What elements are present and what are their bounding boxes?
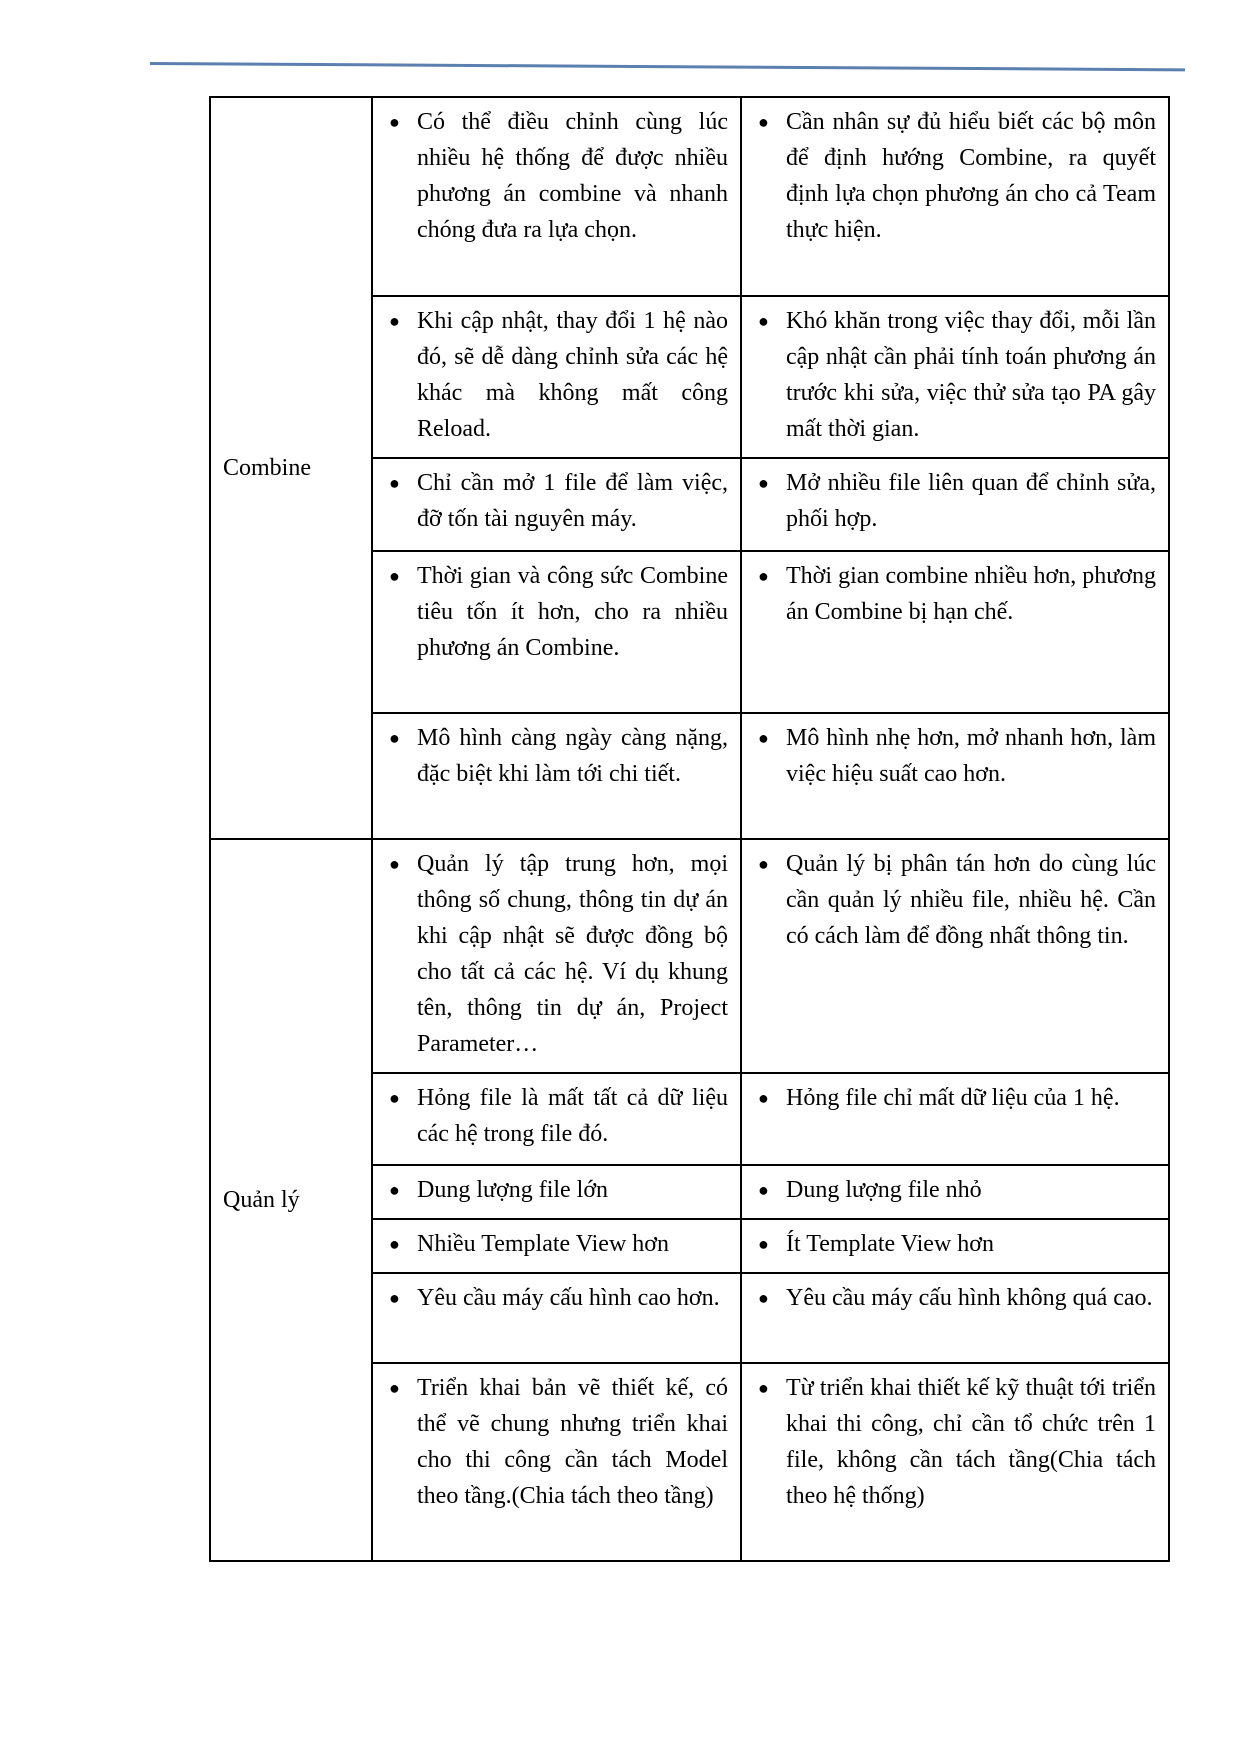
con-text: Quản lý bị phân tán hơn do cùng lúc cần quản lý nhiều file, nhiều hệ. Cần có cách làm để đồng nhất thông tin.: [786, 851, 1156, 949]
bullet-icon: ●: [389, 1234, 400, 1254]
category-label: Combine: [223, 454, 311, 481]
bullet-icon: ●: [758, 1180, 769, 1200]
con-cell: [741, 296, 1169, 458]
bullet-icon: ●: [758, 1288, 769, 1308]
pro-cell: [372, 551, 741, 713]
con-text: Khó khăn trong việc thay đổi, mỗi lần cập nhật cần phải tính toán phương án trước khi sửa, việc thử sửa tạo PA gây mất thời gian.: [786, 308, 1156, 442]
pro-text: Hỏng file là mất tất cả dữ liệu các hệ trong file đó.: [417, 1085, 728, 1147]
bullet-icon: ●: [758, 854, 769, 874]
bullet-icon: ●: [389, 1180, 400, 1200]
bullet-icon: ●: [758, 1378, 769, 1398]
bullet-icon: ●: [389, 1088, 400, 1108]
con-cell: [741, 1219, 1169, 1273]
header-rule: [150, 62, 1185, 71]
bullet-icon: ●: [389, 311, 400, 331]
pro-text: Nhiều Template View hơn: [417, 1231, 669, 1257]
table-row: [210, 97, 1169, 296]
comparison-table: [209, 96, 1170, 1562]
pro-cell: [372, 713, 741, 839]
table-row: [210, 839, 1169, 1073]
pro-text: Triển khai bản vẽ thiết kế, có thể vẽ chung nhưng triển khai cho thi công cần tách Model theo tầng.(Chia tách theo tầng): [417, 1375, 728, 1509]
con-cell: [741, 551, 1169, 713]
con-text: Mô hình nhẹ hơn, mở nhanh hơn, làm việc hiệu suất cao hơn.: [786, 725, 1156, 787]
pro-cell: [372, 1363, 741, 1561]
con-text: Dung lượng file nhỏ: [786, 1177, 982, 1203]
con-cell: [741, 713, 1169, 839]
con-text: Cần nhân sự đủ hiểu biết các bộ môn để định hướng Combine, ra quyết định lựa chọn phương án cho cả Team thực hiện.: [786, 109, 1156, 243]
bullet-icon: ●: [758, 112, 769, 132]
category-label: Quản lý: [223, 1186, 300, 1213]
con-cell: [741, 1273, 1169, 1363]
pro-text: Dung lượng file lớn: [417, 1177, 609, 1203]
bullet-icon: ●: [758, 1234, 769, 1254]
pro-cell: [372, 1073, 741, 1165]
con-text: Mở nhiều file liên quan để chỉnh sửa, phối hợp.: [786, 470, 1156, 532]
con-text: Ít Template View hơn: [786, 1231, 994, 1257]
pro-cell: [372, 839, 741, 1073]
bullet-icon: ●: [758, 473, 769, 493]
con-text: Hỏng file chỉ mất dữ liệu của 1 hệ.: [786, 1085, 1120, 1111]
con-text: Thời gian combine nhiều hơn, phương án Combine bị hạn chế.: [786, 563, 1156, 625]
pro-text: Khi cập nhật, thay đổi 1 hệ nào đó, sẽ dễ dàng chỉnh sửa các hệ khác mà không mất công Reload.: [417, 308, 728, 442]
bullet-icon: ●: [758, 566, 769, 586]
bullet-icon: ●: [389, 112, 400, 132]
bullet-icon: ●: [758, 1088, 769, 1108]
category-cell-quan-ly: [210, 839, 372, 1561]
pro-text: Thời gian và công sức Combine tiêu tốn ít hơn, cho ra nhiều phương án Combine.: [417, 563, 728, 661]
bullet-icon: ●: [389, 1378, 400, 1398]
pro-cell: [372, 458, 741, 551]
pro-cell: [372, 296, 741, 458]
bullet-icon: ●: [758, 728, 769, 748]
bullet-icon: ●: [758, 311, 769, 331]
con-cell: [741, 458, 1169, 551]
category-cell-combine: [210, 97, 372, 839]
pro-text: Chỉ cần mở 1 file để làm việc, đỡ tốn tài nguyên máy.: [417, 470, 728, 532]
con-cell: [741, 1165, 1169, 1219]
pro-cell: [372, 97, 741, 296]
con-text: Yêu cầu máy cấu hình không quá cao.: [786, 1285, 1153, 1311]
pro-text: Quản lý tập trung hơn, mọi thông số chung, thông tin dự án khi cập nhật sẽ được đồng bộ cho tất cả các hệ. Ví dụ khung tên, thông tin dự án, Project Parameter…: [417, 851, 728, 1057]
pro-text: Mô hình càng ngày càng nặng, đặc biệt khi làm tới chi tiết.: [417, 725, 728, 787]
bullet-icon: ●: [389, 728, 400, 748]
con-cell: [741, 1073, 1169, 1165]
pro-cell: [372, 1219, 741, 1273]
pro-text: Có thể điều chỉnh cùng lúc nhiều hệ thống để được nhiều phương án combine và nhanh chóng đưa ra lựa chọn.: [417, 109, 728, 243]
con-text: Từ triển khai thiết kế kỹ thuật tới triển khai thi công, chỉ cần tổ chức trên 1 file, không cần tách tầng(Chia tách theo hệ thống): [786, 1375, 1156, 1509]
bullet-icon: ●: [389, 1288, 400, 1308]
bullet-icon: ●: [389, 473, 400, 493]
pro-cell: [372, 1273, 741, 1363]
con-cell: [741, 839, 1169, 1073]
con-cell: [741, 97, 1169, 296]
con-cell: [741, 1363, 1169, 1561]
bullet-icon: ●: [389, 854, 400, 874]
bullet-icon: ●: [389, 566, 400, 586]
pro-cell: [372, 1165, 741, 1219]
pro-text: Yêu cầu máy cấu hình cao hơn.: [417, 1285, 720, 1311]
